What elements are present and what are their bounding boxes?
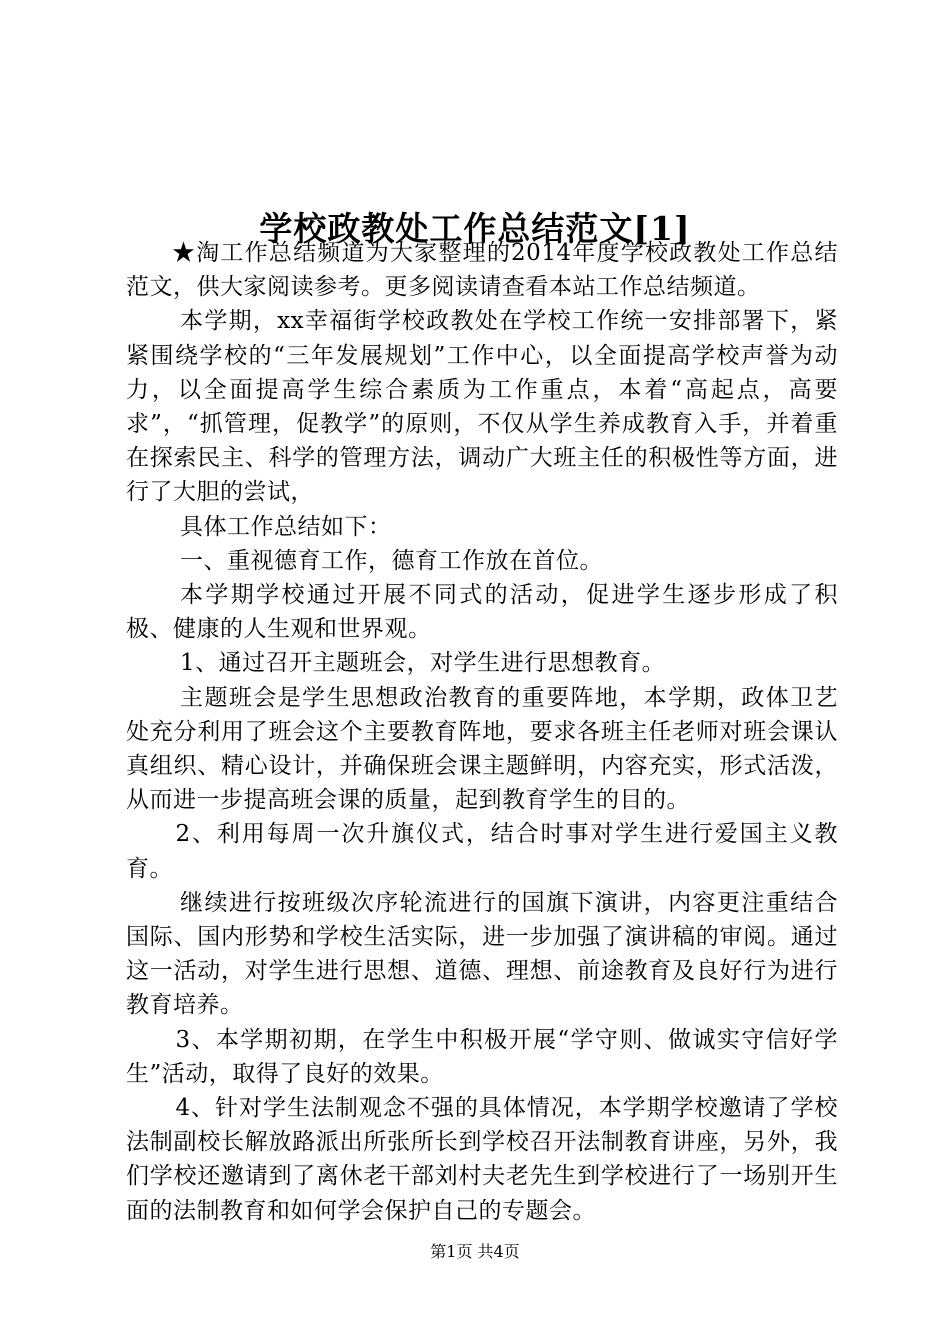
intro-paragraph: ★淘工作总结频道为大家整理的2014年度学校政教处工作总结范文，供大家阅读参考。更多阅读请查看本站工作总结频道。 [126,240,838,301]
item-1-heading: 1、通过召开主题班会，对学生进行思想教育。 [180,650,666,677]
item-3-paragraph: 3、本学期初期，在学生中积极开展“学守则、做诚实守信好学生”活动，取得了良好的效果。 [126,1026,838,1087]
item-2-paragraph: 继续进行按班级次序轮流进行的国旗下演讲，内容更注重结合国际、国内形势和学校生活实际，进一步加强了演讲稿的审阅。通过这一活动，对学生进行思想、道德、理想、前途教育及良好行为进行教育培养。 [126,889,838,1019]
section-heading-1: 一、重视德育工作，德育工作放在首位。 [180,547,604,574]
summary-lead-paragraph: 具体工作总结如下： [180,513,392,540]
item-2-heading: 2、利用每周一次升旗仪式，结合时事对学生进行爱国主义教育。 [126,821,838,882]
section-1-paragraph: 本学期学校通过开展不同式的活动，促进学生逐步形成了积极、健康的人生观和世界观。 [126,582,838,643]
document-body [126,236,838,1228]
item-1-paragraph: 主题班会是学生思想政治教育的重要阵地，本学期，政体卫艺处充分利用了班会这个主要教育阵地，要求各班主任老师对班会课认真组织、精心设计，并确保班会课主题鲜明，内容充实，形式活泼，从而进一步提高班会课的质量，起到教育学生的目的。 [126,684,838,814]
document-title: 学校政教处工作总结范文[1] [259,209,691,249]
item-4-paragraph: 4、针对学生法制观念不强的具体情况，本学期学校邀请了学校法制副校长解放路派出所张所长到学校召开法制教育讲座，另外，我们学校还邀请到了离休老干部刘村夫老先生到学校进行了一场别开生面的法制教育和如何学会保护自己的专题会。 [126,1095,838,1224]
overview-paragraph: 本学期，xx幸福街学校政教处在学校工作统一安排部署下，紧紧围绕学校的“三年发展规划”工作中心，以全面提高学校声誉为动力，以全面提高学生综合素质为工作重点，本着“高起点，高要求”，“抓管理，促教学”的原则，不仅从学生养成教育入手，并着重在探索民主、科学的管理方法，调动广大班主任的积极性等方面，进行了大胆的尝试， [126,308,838,506]
page-footer: 第1页 共4页 [430,1242,520,1261]
